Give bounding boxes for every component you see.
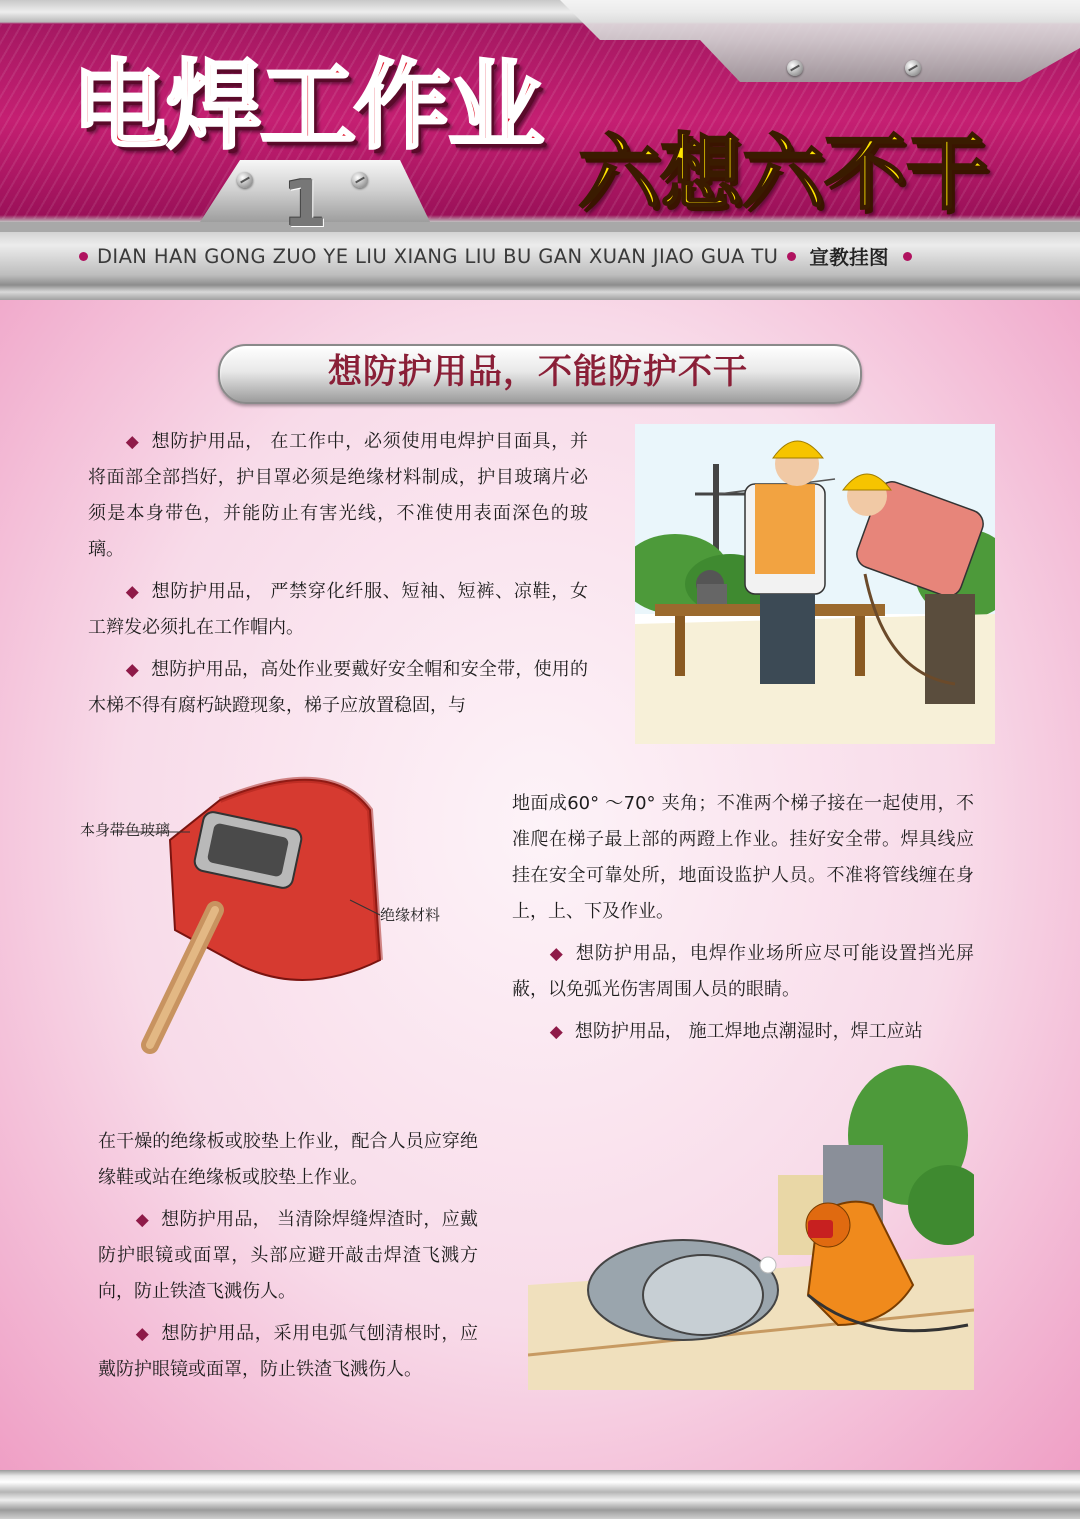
workers-illustration bbox=[635, 424, 995, 744]
diamond-bullet-icon: ◆ bbox=[125, 582, 140, 602]
poster-title-sub: 六想六不干 bbox=[578, 126, 989, 221]
diamond-bullet-icon: ◆ bbox=[125, 660, 140, 680]
diamond-bullet-icon: ◆ bbox=[125, 432, 140, 452]
screw-icon bbox=[905, 60, 921, 76]
bullet-dot-icon bbox=[787, 252, 796, 261]
welding-mask-illustration bbox=[80, 760, 480, 1060]
poster-title-main: 电焊工作业 bbox=[72, 50, 542, 162]
bullet-dot-icon bbox=[903, 252, 912, 261]
poster-number-badge: 1 bbox=[282, 168, 328, 242]
poster-footer-metal-bar bbox=[0, 1470, 1080, 1519]
screw-icon bbox=[352, 172, 368, 188]
section-title: 想防护用品，不能防护不干 bbox=[328, 352, 748, 392]
screw-icon bbox=[787, 60, 803, 76]
text-block-bottom-left bbox=[98, 1124, 478, 1394]
diamond-bullet-icon: ◆ bbox=[135, 1210, 150, 1230]
welder-illustration bbox=[528, 1055, 974, 1390]
bullet-dot-icon bbox=[79, 252, 88, 261]
diamond-bullet-icon: ◆ bbox=[549, 944, 564, 964]
diamond-bullet-icon: ◆ bbox=[549, 1022, 563, 1042]
paragraph-continued: 地面成60° ～70° 夹角；不准两个梯子接在一起使用，不准爬在梯子最上部的两蹬上作业。挂好安全带。焊具线应挂在安全可靠处所，地面设监护人员。不准将管线缠在身上，上、下及作业。 bbox=[512, 793, 974, 922]
mask-label-glass: 本身带色玻璃 bbox=[80, 821, 171, 839]
mask-label-material: 绝缘材料 bbox=[380, 906, 441, 924]
paragraph: ◆ 想防护用品， 在工作中，必须使用电焊护目面具，并将面部全部挡好，护目罩必须是绝缘材料制成，护目玻璃片必须是本身带色，并能防止有害光线，不准使用表面深色的玻璃。 bbox=[88, 431, 588, 560]
screw-icon bbox=[237, 172, 253, 188]
text-block-top-left bbox=[88, 424, 588, 730]
subtitle-pinyin: DIAN HAN GONG ZUO YE LIU XIANG LIU BU GAN XUAN JIAO GUA TU bbox=[97, 244, 779, 268]
paragraph: ◆ 想防护用品，高处作业要戴好安全帽和安全带，使用的木梯不得有腐朽缺蹬现象，梯子应放置稳固，与 bbox=[88, 659, 589, 716]
paragraph: ◆ 想防护用品，采用电弧气刨清根时，应戴防护眼镜或面罩，防止铁渣飞溅伤人。 bbox=[98, 1323, 479, 1380]
paragraph: ◆ 想防护用品， 施工焊地点潮湿时，焊工应站 bbox=[549, 1021, 923, 1042]
paragraph: ◆ 想防护用品， 当清除焊缝焊渣时，应戴防护眼镜或面罩，头部应避开敲击焊渣飞溅方向，防止铁渣飞溅伤人。 bbox=[98, 1209, 478, 1302]
paragraph: ◆ 想防护用品， 严禁穿化纤服、短袖、短裤、凉鞋，女工辫发必须扎在工作帽内。 bbox=[88, 581, 588, 638]
subtitle-bar bbox=[70, 240, 1010, 272]
subtitle-cn: 宣教挂图 bbox=[809, 246, 889, 269]
text-block-middle-right bbox=[512, 786, 974, 1056]
paragraph-continued: 在干燥的绝缘板或胶垫上作业，配合人员应穿绝缘鞋或站在绝缘板或胶垫上作业。 bbox=[98, 1131, 478, 1188]
paragraph: ◆ 想防护用品，电焊作业场所应尽可能设置挡光屏蔽，以免弧光伤害周围人员的眼睛。 bbox=[512, 943, 975, 1000]
diamond-bullet-icon: ◆ bbox=[135, 1324, 150, 1344]
